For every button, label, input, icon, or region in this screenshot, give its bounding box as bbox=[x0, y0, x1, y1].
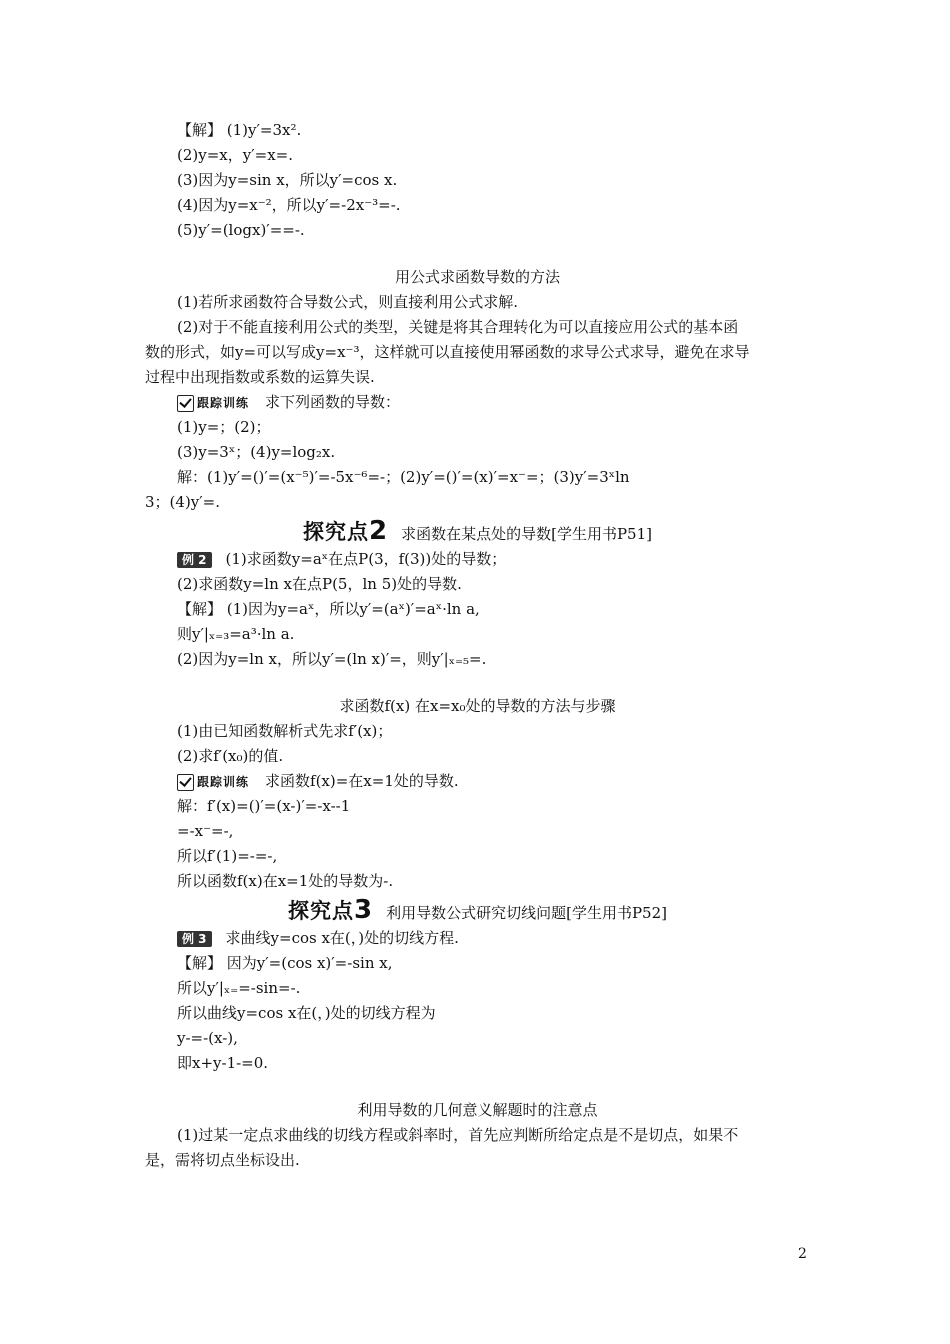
document-body bbox=[145, 118, 810, 1173]
paragraph: 所以y′|ₓ₌=-sin=-. bbox=[177, 979, 301, 997]
paragraph: 过程中出现指数或系数的运算失误. bbox=[145, 368, 375, 386]
checkmark-icon bbox=[177, 774, 194, 791]
solution-line: 【解】 (1)y′=3x². bbox=[177, 121, 302, 139]
paragraph: y-=-(x-), bbox=[177, 1029, 238, 1047]
answer-line: 解：(1)y′=()′=(x⁻⁵)′=-5x⁻⁶=-；(2)y′=()′=(x)′=x⁻=；(3)y′=3ˣln bbox=[177, 468, 630, 486]
track-training-tag: 跟踪训练 bbox=[177, 391, 249, 416]
answer-line: 3；(4)y′=. bbox=[145, 493, 221, 511]
example-3: 例 3 求曲线y=cos x在(，)处的切线方程. bbox=[145, 926, 810, 951]
paragraph: (2)求f′(x₀)的值. bbox=[177, 747, 284, 765]
method-title: 利用导数的几何意义解题时的注意点 bbox=[357, 1101, 598, 1119]
paragraph: (3)y=3ˣ；(4)y=log₂x. bbox=[177, 443, 336, 461]
paragraph: 数的形式，如y=可以写成y=x⁻³，这样就可以直接使用幂函数的求导公式求导，避免在求导 bbox=[145, 343, 750, 361]
paragraph: 【解】 因为y′=(cos x)′=-sin x, bbox=[177, 954, 393, 972]
method-title: 用公式求函数导数的方法 bbox=[394, 268, 560, 286]
solution-line: (3)因为y=sin x，所以y′=cos x. bbox=[177, 171, 398, 189]
page-number: 2 bbox=[798, 1246, 807, 1262]
checkmark-icon bbox=[177, 395, 194, 412]
paragraph: 是，需将切点坐标设出. bbox=[145, 1151, 300, 1169]
example-badge: 例 2 bbox=[177, 552, 212, 568]
solution-line: (4)因为y=x⁻²，所以y′=-2x⁻³=-. bbox=[177, 196, 401, 214]
paragraph: (1)由已知函数解析式先求f′(x)； bbox=[177, 722, 393, 740]
track-training-tag: 跟踪训练 bbox=[177, 770, 249, 795]
solution-line: (5)y′=(logx)′==-. bbox=[177, 221, 305, 239]
answer-line: =-x⁻=-, bbox=[177, 822, 234, 840]
paragraph: (2)对于不能直接利用公式的类型，关键是将其合理转化为可以直接应用公式的基本函 bbox=[177, 318, 739, 336]
answer-line: 解：f′(x)=()′=(x-)′=-x--1 bbox=[177, 797, 351, 815]
paragraph: (1)y=；(2)； bbox=[177, 418, 271, 436]
answer-line: 所以函数f(x)在x=1处的导数为-. bbox=[177, 872, 394, 890]
example-2: 例 2 (1)求函数y=aˣ在点P(3，f(3))处的导数； bbox=[145, 547, 810, 572]
paragraph: (1)过某一定点求曲线的切线方程或斜率时，首先应判断所给定点是不是切点，如果不 bbox=[177, 1126, 739, 1144]
section-heading-3: 探究点3 利用导数公式研究切线问题[学生用书P52] bbox=[288, 895, 667, 925]
paragraph: (2)求函数y=ln x在点P(5，ln 5)处的导数. bbox=[177, 575, 462, 593]
example-badge: 例 3 bbox=[177, 931, 212, 947]
paragraph: 【解】 (1)因为y=aˣ，所以y′=(aˣ)′=aˣ·ln a, bbox=[177, 600, 480, 618]
paragraph: 即x+y-1-=0. bbox=[177, 1054, 269, 1072]
track-training bbox=[145, 390, 810, 415]
paragraph: (2)因为y=ln x，所以y′=(ln x)′=，则y′|ₓ₌₅=. bbox=[177, 650, 487, 668]
track-question: 求下列函数的导数： bbox=[265, 393, 401, 411]
section-heading-2: 探究点2 求函数在某点处的导数[学生用书P51] bbox=[303, 516, 652, 546]
answer-line: 所以f′(1)=-=-, bbox=[177, 847, 278, 865]
paragraph: 则y′|ₓ₌₃=a³·ln a. bbox=[177, 625, 295, 643]
solution-line: (2)y=x，y′=x=. bbox=[177, 146, 293, 164]
track-training bbox=[145, 769, 810, 794]
track-question: 求函数f(x)=在x=1处的导数. bbox=[265, 772, 459, 790]
method-title: 求函数f(x) 在x=x₀处的导数的方法与步骤 bbox=[339, 697, 616, 715]
paragraph: 所以曲线y=cos x在(，)处的切线方程为 bbox=[177, 1004, 436, 1022]
paragraph: (1)若所求函数符合导数公式，则直接利用公式求解. bbox=[177, 293, 519, 311]
